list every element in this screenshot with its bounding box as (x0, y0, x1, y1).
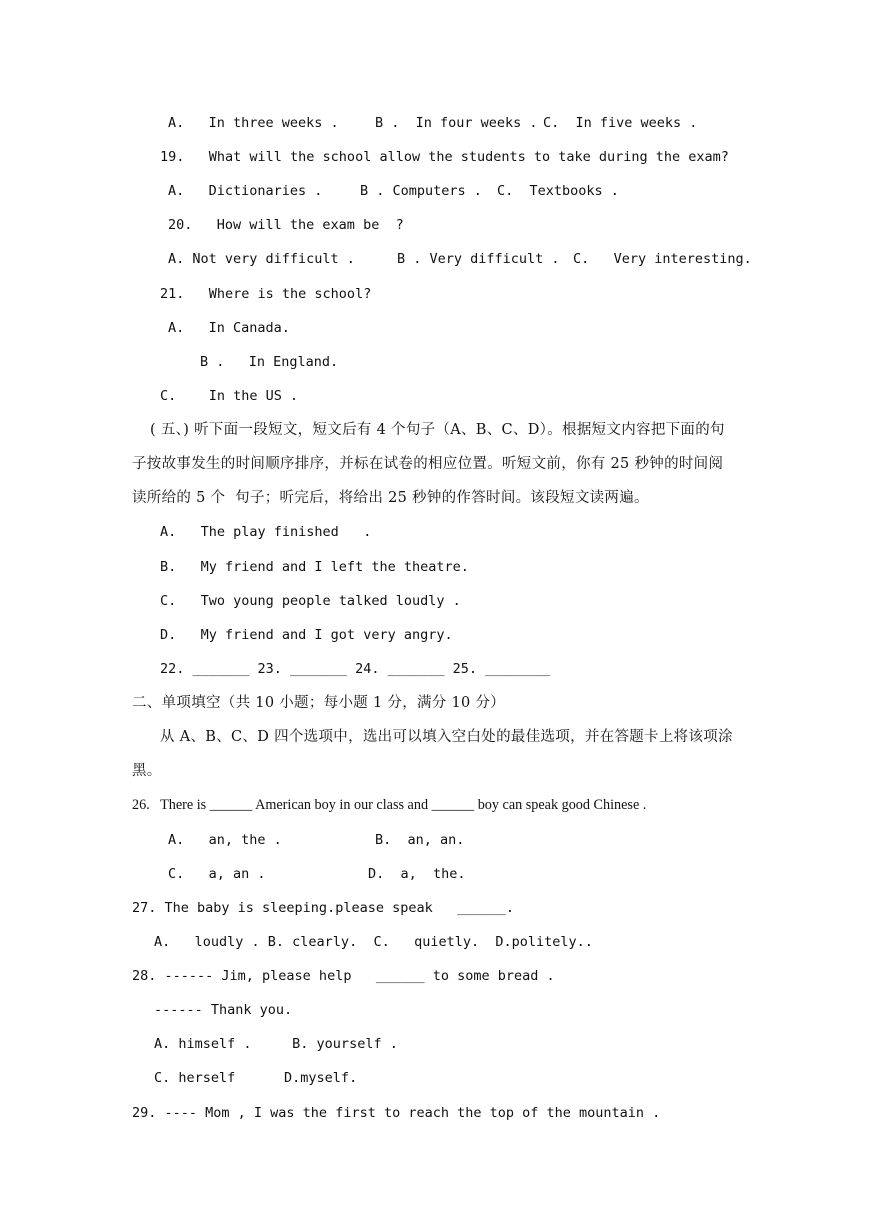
part2-heading: 二、单项填空（共 10 小题；每小题 1 分，满分 10 分） (132, 695, 506, 711)
q28-reply: ------ Thank you. (154, 1002, 293, 1018)
part2-instruction-line2: 黑。 (132, 763, 162, 779)
section5-sentence-d: D. My friend and I got very angry. (160, 627, 453, 643)
section5-sentence-b: B. My friend and I left the theatre. (160, 559, 469, 575)
q26-option-d: D. a, the. (368, 866, 466, 882)
q27-options: A. loudly . B. clearly. C. quietly. D.politely.. (154, 934, 593, 950)
q20-option-b: B . Very difficult . (397, 251, 560, 267)
q19-option-c: C. Textbooks . (497, 183, 619, 199)
section5-answer-blanks: 22. _______ 23. _______ 24. _______ 25. ________ (160, 661, 551, 677)
section5-instruction-line3: 读所给的 5 个 句子；听完后，将给出 25 秒钟的作答时间。该段短文读两遍。 (132, 490, 649, 506)
q28-options-cd: C. herself D.myself. (154, 1070, 358, 1086)
q21-question: 21. Where is the school? (160, 286, 372, 302)
q19-option-b: B . Computers . (360, 183, 482, 199)
q18-option-a: A. In three weeks . (168, 115, 339, 131)
section5-instruction-line2: 子按故事发生的时间顺序排序，并标在试卷的相应位置。听短文前，你有 25 秒钟的时间阅 (132, 456, 724, 472)
q28-options-ab: A. himself . B. yourself . (154, 1036, 398, 1052)
section5-sentence-a: A. The play finished . (160, 524, 372, 540)
q20-option-a: A. Not very difficult . (168, 251, 355, 267)
q19-option-a: A. Dictionaries . (168, 183, 323, 199)
q26-option-c: C. a, an . (168, 866, 266, 882)
q21-option-c: C. In the US . (160, 388, 299, 404)
q26-question: 26. There is ______ American boy in our class and ______ boy can speak good Chinese . (132, 797, 647, 813)
q19-question: 19. What will the school allow the students to take during the exam? (160, 149, 729, 165)
q21-option-a: A. In Canada. (168, 320, 290, 336)
q20-question: 20. How will the exam be ? (168, 217, 404, 233)
part2-instruction-line1: 从 A、B、C、D 四个选项中，选出可以填入空白处的最佳选项，并在答题卡上将该项涂 (160, 729, 733, 745)
q21-option-b: B . In England. (200, 354, 339, 370)
q28-question: 28. ------ Jim, please help ______ to some bread . (132, 968, 555, 984)
q18-option-c: C. In five weeks . (543, 115, 698, 131)
q20-option-c: C. Very interesting. (573, 251, 752, 267)
q26-option-b: B. an, an. (375, 832, 465, 848)
section5-sentence-c: C. Two young people talked loudly . (160, 593, 461, 609)
q26-option-a: A. an, the . (168, 832, 282, 848)
q18-option-b: B . In four weeks . (375, 115, 538, 131)
section5-instruction-line1: ( 五、) 听下面一段短文，短文后有 4 个句子（A、B、C、D）。根据短文内容把下面的句 (150, 422, 725, 438)
q29-question: 29. ---- Mom , I was the first to reach the top of the mountain . (132, 1105, 661, 1121)
q27-question: 27. The baby is sleeping.please speak ______. (132, 900, 515, 916)
